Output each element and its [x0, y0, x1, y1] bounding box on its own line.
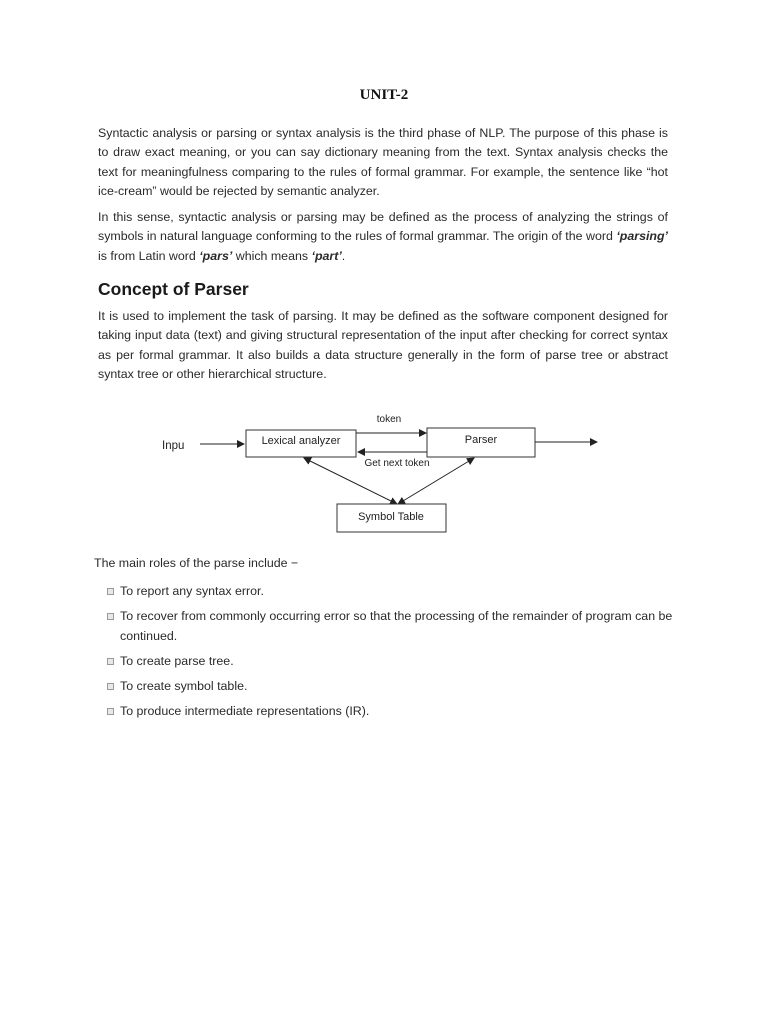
list-item-text: To produce intermediate representations (IR).: [120, 703, 370, 718]
list-item: [107, 607, 677, 646]
list-item: [107, 652, 677, 672]
definition-text-mid2: which means: [232, 248, 312, 263]
list-item-text: To report any syntax error.: [120, 584, 264, 598]
list-item: [107, 582, 677, 602]
section-heading: Concept of Parser: [98, 279, 249, 299]
lexical-analyzer-label: Lexical analyzer: [261, 435, 341, 447]
list-item: [107, 702, 677, 722]
bullet-icon: [107, 708, 114, 715]
definition-text-start: In this sense, syntactic analysis or parsing may be defined as the process of analyzing the strings of symbols in natural language conforming to the rules of formal grammar. The origin of the word: [98, 210, 668, 244]
roles-intro: The main roles of the parse include −: [94, 556, 299, 570]
definition-text-mid1: is from Latin word: [98, 248, 200, 263]
diagram-input-label: Inpu: [162, 440, 185, 452]
list-item: [107, 677, 677, 697]
word-pars: ‘pars’: [199, 248, 233, 263]
word-part: ‘part’: [311, 248, 342, 263]
bullet-icon: [107, 613, 114, 620]
symbol-table-label: Symbol Table: [358, 511, 424, 523]
word-parsing: ‘parsing’: [616, 229, 668, 244]
list-item-text: To create parse tree.: [120, 653, 234, 668]
parser-label: Parser: [464, 434, 498, 446]
get-next-token-label: Get next token: [364, 458, 430, 469]
token-label: token: [376, 414, 402, 425]
intro-paragraph: Syntactic analysis or parsing or syntax analysis is the third phase of NLP. The purpose of this phase is to draw exact meaning, or you can say dictionary meaning from the text. Syntax analysis checks the text for meaningfulness comparing to the rules of formal grammar. For example, the sentence like “hot ice-cream” would be rejected by semantic analyzer.: [98, 126, 668, 198]
unit-title: UNIT-2: [359, 87, 409, 103]
roles-list: [107, 582, 677, 727]
list-item-text: To recover from commonly occurring error so that the processing of the remainder of program can be continued.: [120, 609, 673, 643]
bullet-icon: [107, 588, 114, 595]
bullet-icon: [107, 683, 114, 690]
list-item-text: To create symbol table.: [120, 678, 248, 693]
definition-text-end: .: [341, 248, 346, 263]
parser-paragraph: It is used to implement the task of parsing. It may be defined as the software component designed for taking input data (text) and giving structural representation of the input after checking for correct syntax as per formal grammar. It also builds a data structure generally in the form of parse tree or abstract syntax tree or other hierarchical structure.: [98, 309, 668, 381]
bullet-icon: [107, 658, 114, 665]
